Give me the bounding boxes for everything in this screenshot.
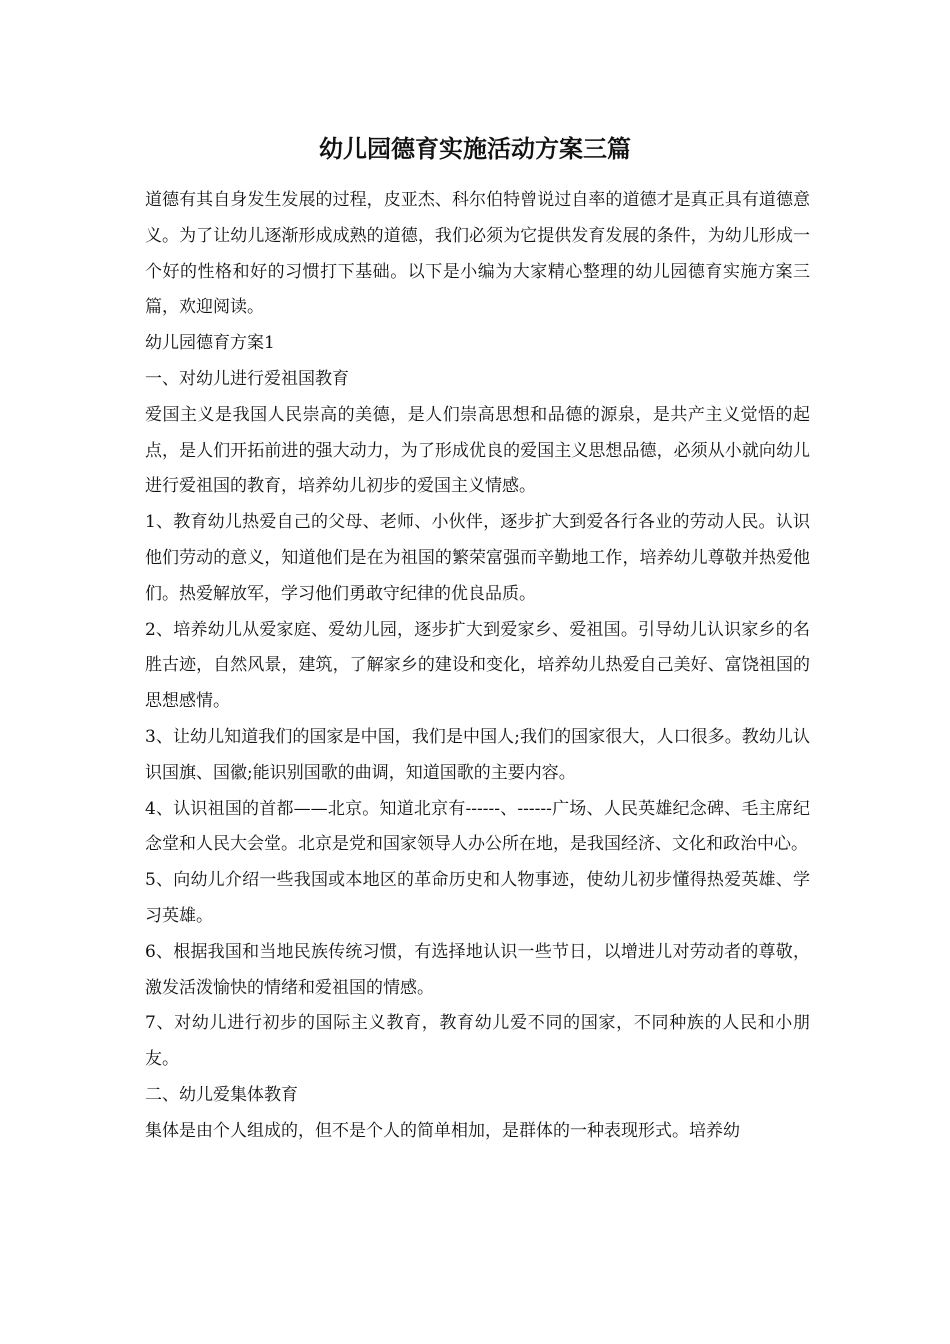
list-item-2: 2、培养幼儿从爱家庭、爱幼儿园，逐步扩大到爱家乡、爱祖国。引导幼儿认识家乡的名胜古迹，自然风景，建筑，了解家乡的建设和变化，培养幼儿热爱自己美好、富饶祖国的思想感情。 [145,619,810,712]
list-item-1: 1、教育幼儿热爱自己的父母、老师、小伙伴，逐步扩大到爱各行各业的劳动人民。认识他们劳动的意义，知道他们是在为祖国的繁荣富强而辛勤地工作，培养幼儿尊敬并热爱他们。热爱解放军，学习他们勇敢守纪律的优良品质。 [145,512,810,604]
list-item-6: 6、根据我国和当地民族传统习惯，有选择地认识一些节日，以增进儿对劳动者的尊敬，激发活泼愉快的情绪和爱祖国的情感。 [145,941,810,998]
intro-paragraph: 道德有其自身发生发展的过程，皮亚杰、科尔伯特曾说过自率的道德才是真正具有道德意义。为了让幼儿逐渐形成成熟的道德，我们必须为它提供发育发展的条件，为幼儿形成一个好的性格和好的习惯打下基础。以下是小编为大家精心整理的幼儿园德育实施方案三篇，欢迎阅读。 [145,190,810,318]
list-item-5: 5、向幼儿介绍一些我国或本地区的革命历史和人物事迹，使幼儿初步懂得热爱英雄、学习英雄。 [145,870,810,926]
document-title: 幼儿园德育实施活动方案三篇 [319,134,631,163]
section-heading-plan-1: 幼儿园德育方案1 [145,333,275,354]
body-paragraph-collective: 集体是由个人组成的，但不是个人的简单相加，是群体的一种表现形式。培养幼 [145,1120,740,1141]
list-item-4: 4、认识祖国的首都——北京。知道北京有------、------广场、人民英雄纪念碑、毛主席纪念堂和人民大会堂。北京是党和国家领导人办公所在地，是我国经济、文化和政治中心。 [145,798,810,855]
section-heading-collective: 二、幼儿爱集体教育 [145,1084,298,1105]
document-body [145,183,810,1150]
section-heading-patriotism: 一、对幼儿进行爱祖国教育 [145,368,349,389]
list-item-3: 3、让幼儿知道我们的国家是中国，我们是中国人;我们的国家很大，人口很多。教幼儿认识国旗、国徽;能识别国歌的曲调，知道国歌的主要内容。 [145,726,810,783]
list-item-7: 7、对幼儿进行初步的国际主义教育，教育幼儿爱不同的国家，不同种族的人民和小朋友。 [145,1013,810,1070]
body-paragraph: 爱国主义是我国人民崇高的美德，是人们崇高思想和品德的源泉，是共产主义觉悟的起点，是人们开拓前进的强大动力，为了形成优良的爱国主义思想品德，必须从小就向幼儿进行爱祖国的教育，培养幼儿初步的爱国主义情感。 [145,404,810,497]
